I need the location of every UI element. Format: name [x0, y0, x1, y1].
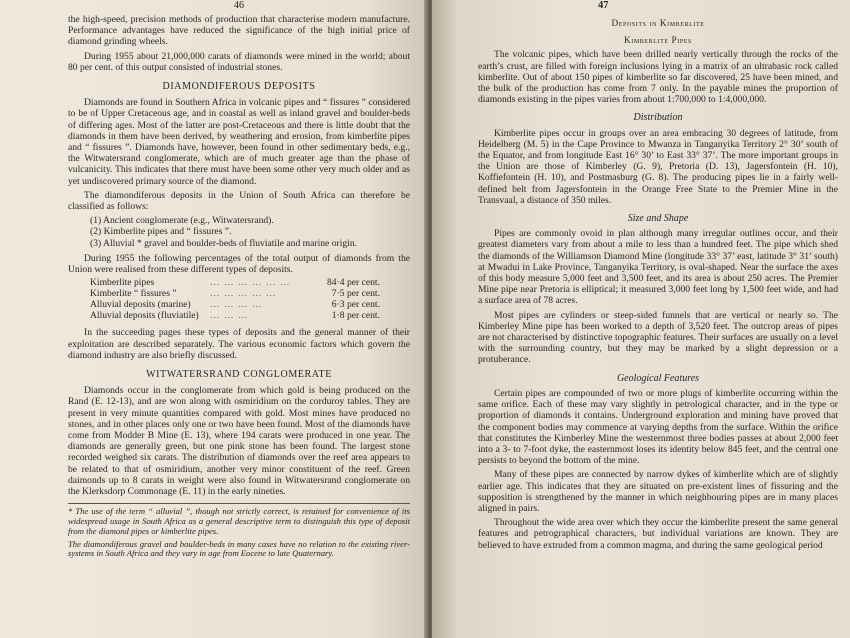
- geological-paragraph: Certain pipes are compounded of two or more plugs of kimberlite occurring within the same orifice. Each of these may vary slightly in petrological character, and in the type or proportion of diamonds it contains. Underground exploration and mining have proved that the component bodies may commence at varying depths from the surface. Within the orifice that constitutes the Kimberley Mine the westernmost three bodies passes at about 2,000 feet into a 3- to 7-foot dyke, the easternmost loses its identity below 845 feet, and the central one persists to beyond the bottom of the mine.: [478, 387, 838, 467]
- percentages-intro-paragraph: During 1955 the following percentages of the total output of diamonds from the Union were realised from these different types of deposits.: [68, 252, 410, 276]
- leader-dots: … … … …: [210, 298, 263, 310]
- size-paragraph: Pipes are commonly ovoid in plan although many irregular outlines occur, and their greatest diameters vary from about a mile to less than a hundred feet. The pipe which shed the diamonds of the Williamson Diamond Mine (longitude 33° 37’ east, latitude 3° 31’ south) at Mwadui in Lake Province, Tanganyika Territory, is oval-shaped. Near the surface the axes of this body measure 5,000 feet and 3,500 feet, and its area is about 250 acres. The Premier Mine pipe near Pretoria is elliptical; it measured 3,000 feet long by 1,500 feet wide, and had a surface area of 78 acres.: [478, 228, 838, 307]
- deposit-type-label: Alluvial deposits (fluviatile): [90, 309, 199, 321]
- dykes-paragraph: Many of these pipes are connected by narrow dykes of kimberlite which are of slightly earlier age. This indicates that they are situated on pre-existent lines of fissuring and the supposition is strengthened by the manner in which neighbouring pipes are in many places aligned in pairs.: [478, 469, 838, 514]
- heading-geological-features: Geological Features: [616, 372, 700, 384]
- footnote-divider: [68, 503, 410, 504]
- right-page-number: 47: [598, 0, 609, 11]
- running-head: Deposits in Kimberlite: [611, 18, 705, 28]
- deposit-type-label: Alluvial deposits (marine): [90, 298, 191, 310]
- occurrence-paragraph: Diamonds are found in Southern Africa in volcanic pipes and “ fissures ” considered to be of Upper Cretaceous age, and in coastal as well as inland gravel and boulder-beds of differing ages. Most of the latter are post-Cretaceous and there is little doubt that the diamonds in them have been derived, by weathering and erosion, from kimberlite pipes and “ fissures ”. Diamonds have, however, been found in other sedimentary beds, e.g., the Witwatersrand conglomerate, which are of much greater age than the phase of vulcanicity. This indicates that there must have been some other very much older and as yet undiscovered primary source of the diamond.: [68, 97, 410, 187]
- succeeding-pages-paragraph: In the succeeding pages these types of deposits and the general manner of their exploitation are described separately. The various economic factors which govern the diamond industry are also briefly discussed.: [68, 327, 410, 361]
- deposit-type-label: Kimberlite “ fissures ”: [90, 288, 177, 300]
- cylinders-paragraph: Most pipes are cylinders or steep-sided funnels that are vertical or nearly so. The Kimberley Mine pipe has been worked to a depth of 3,520 feet. The outcrop areas of pipes are not characterised by distinctive topographic features. Their surfaces are usually on a level with the surrounding country, but they may be marked by a slight depression or a protuberance.: [478, 309, 838, 366]
- table-row: [90, 311, 380, 322]
- left-page-column: [68, 0, 410, 562]
- class-item: (3) Alluvial * gravel and boulder-beds of fluviatile and marine origin.: [90, 237, 358, 249]
- deposit-classes-list: [90, 215, 410, 249]
- pipes-paragraph: The volcanic pipes, which have been drilled nearly vertically through the rocks of the earth’s crust, are filled with foreign inclusions lying in a matrix of an ultrabasic rock called kimberlite. Out of about 150 pipes of kimberlite so far discovered, 25 have been mined, and the bulk of the production has come from 7 only. In the payable mines the proportion of diamonds existing in the pipes varies from about 1:700,000 to 1:4,000,000.: [478, 49, 838, 106]
- heading-diamondiferous-deposits: DIAMONDIFEROUS DEPOSITS: [162, 81, 316, 93]
- left-page-number: 46: [234, 0, 244, 11]
- class-item: (2) Kimberlite pipes and “ fissures ”.: [90, 226, 232, 238]
- deposit-type-label: Kimberlite pipes: [90, 277, 155, 289]
- footnote-gravel-beds: The diamondiferous gravel and boulder-beds in many cases have no relation to the existing river-systems in South Africa and they vary in age from Eocene to late Quaternary.: [68, 538, 410, 559]
- classification-paragraph: The diamondiferous deposits in the Union of South Africa can therefore be classified as follows:: [68, 189, 410, 213]
- leader-dots: … … … … … …: [210, 277, 291, 289]
- throughout-paragraph: Throughout the wide area over which they occur the kimberlite present the same general features and petrographical characters, but individual variations are known. They are believed to have extruded from a common magma, and during the same geological period: [478, 517, 838, 551]
- leader-dots: … … … … …: [210, 288, 277, 300]
- heading-distribution: Distribution: [633, 112, 683, 124]
- right-page: [432, 0, 850, 638]
- percentage-value: 1·8 per cent.: [331, 309, 380, 321]
- percentage-value: 7·5 per cent.: [331, 288, 380, 300]
- heading-size-and-shape: Size and Shape: [627, 213, 689, 225]
- percentage-value: 6·3 per cent.: [331, 298, 380, 310]
- right-page-column: [478, 0, 838, 554]
- left-intro-paragraph: the high-speed, precision methods of production that characterise modern manufacture. Performance advantages have reduced the significance of the high initial price of diamond grinding wheels.: [68, 14, 410, 48]
- heading-witwatersrand-conglomerate: WITWATERSRAND CONGLOMERATE: [146, 369, 332, 381]
- distribution-paragraph: Kimberlite pipes occur in groups over an area embracing 30 degrees of latitude, from Heidelberg (M. 5) in the Cape Province to Mwanza in Tanganyika Territory 2° 30’ south of the Equator, and from longitude East 16° 30’ to East 33° 37’. The more important groups in the Union are those of Kimberley (G. 9), Pretoria (D. 13), Jagersfontein (H. 10), Koffiefontein (H. 10), and Postmasburg (G. 8). The producing pipes lie in a fairly well-defined belt from Jagersfontein in the Orange Free State to the Premier Mine in the Transvaal, a distance of 350 miles.: [478, 127, 838, 206]
- output-percentages-table: [90, 278, 380, 321]
- class-item: (1) Ancient conglomerate (e.g., Witwatersrand).: [90, 215, 274, 227]
- production-1955-paragraph: During 1955 about 21,000,000 carats of diamonds were mined in the world; about 80 per cent. of this output consisted of industrial stones.: [68, 50, 410, 73]
- percentage-value: 84·4 per cent.: [326, 277, 380, 289]
- leader-dots: … … …: [210, 309, 249, 321]
- footnote-alluvial: * The use of the term “ alluvial ”, though not strictly correct, is retained for convenience of its widespread usage in South Africa as a general descriptive term to distinguish this type of deposit from the diamond pipes or kimberlite pipes.: [68, 506, 410, 536]
- heading-kimberlite-pipes: Kimberlite Pipes: [624, 35, 692, 46]
- witwatersrand-paragraph: Diamonds occur in the conglomerate from which gold is being produced on the Rand (E. 12-13), and are won along with osmiridium on the corduroy tables. They are present in very minute quantities compared with gold. Most mines have produced no stones, and in other places only one or two have been found. Most of the diamonds have come from Modder B Mine (E. 13), where 194 carats were produced in one year. The diamonds are generally green, but one pink stone has been found. The largest stone recorded weighed six carats. The distribution of diamonds over the reef area appears to be related to that of osmiridium, another very minor constituent of the reef. Green daimonds up to 8 carats in weight were also found in Witwatersrand conglomerate on the Klerksdorp Commonage (E. 11) in the early nineties.: [68, 385, 410, 498]
